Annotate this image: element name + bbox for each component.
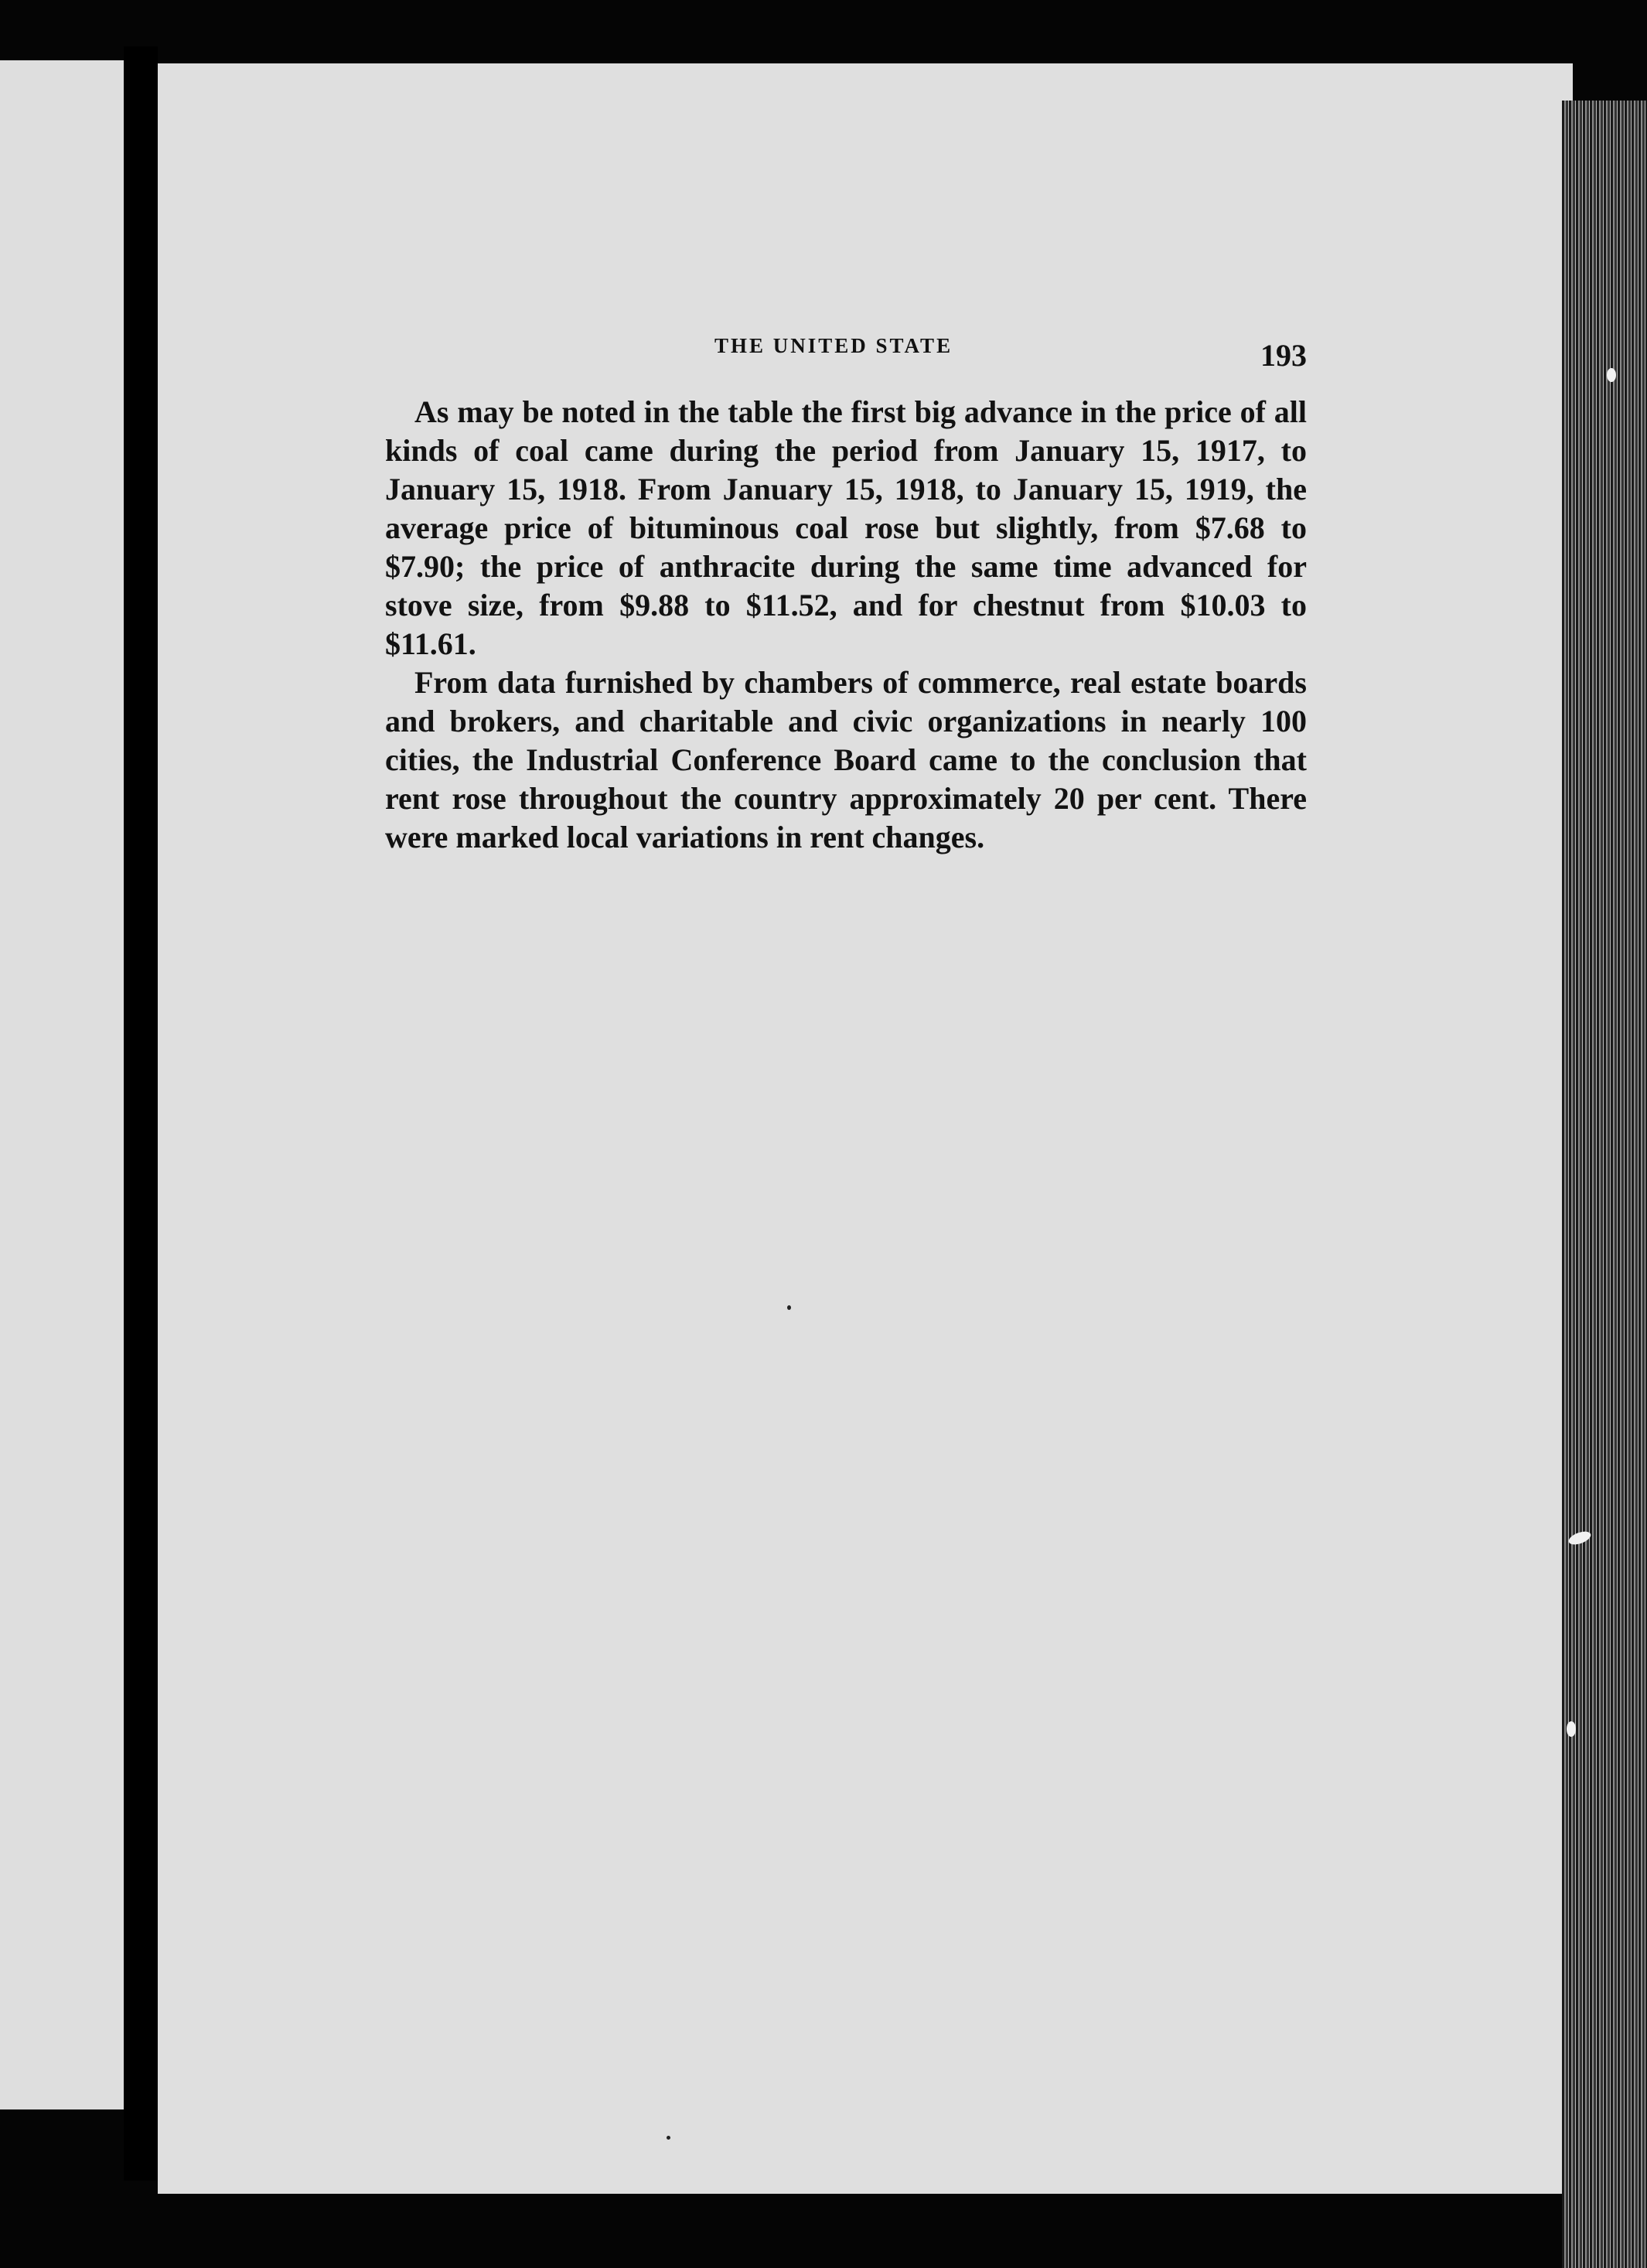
page-stack-edge bbox=[1562, 101, 1647, 2268]
book-page bbox=[158, 63, 1573, 2194]
page-number: 193 bbox=[1260, 338, 1307, 373]
body-text bbox=[385, 393, 1307, 857]
scan-speck bbox=[667, 2136, 670, 2140]
scan-speck bbox=[1607, 368, 1616, 382]
paragraph: As may be noted in the table the first big advance in the price of all kinds of coal came during the period from January 15, 1917, to January 15, 1918. From January 15, 1918, to January 15, 1919, the average price of bituminous coal rose but slightly, from $7.68 to $7.90; the price of anthracite during the same time advanced for stove size, from $9.88 to $11.52, and for chestnut from $10.03 to $11.61. bbox=[385, 394, 1307, 661]
running-head: THE UNITED STATE bbox=[714, 334, 953, 357]
paragraph: From data furnished by chambers of commerce, real estate boards and brokers, and charitable and civic organizations in nearly 100 cities, the Industrial Conference Board came to the conclusion that rent rose throughout the country approximately 20 per cent. There were marked local variations in rent changes. bbox=[385, 665, 1307, 854]
facing-page-edge bbox=[0, 60, 124, 2109]
scan-speck bbox=[1567, 1721, 1576, 1737]
book-gutter bbox=[124, 46, 158, 2181]
scan-speck bbox=[787, 1305, 791, 1310]
